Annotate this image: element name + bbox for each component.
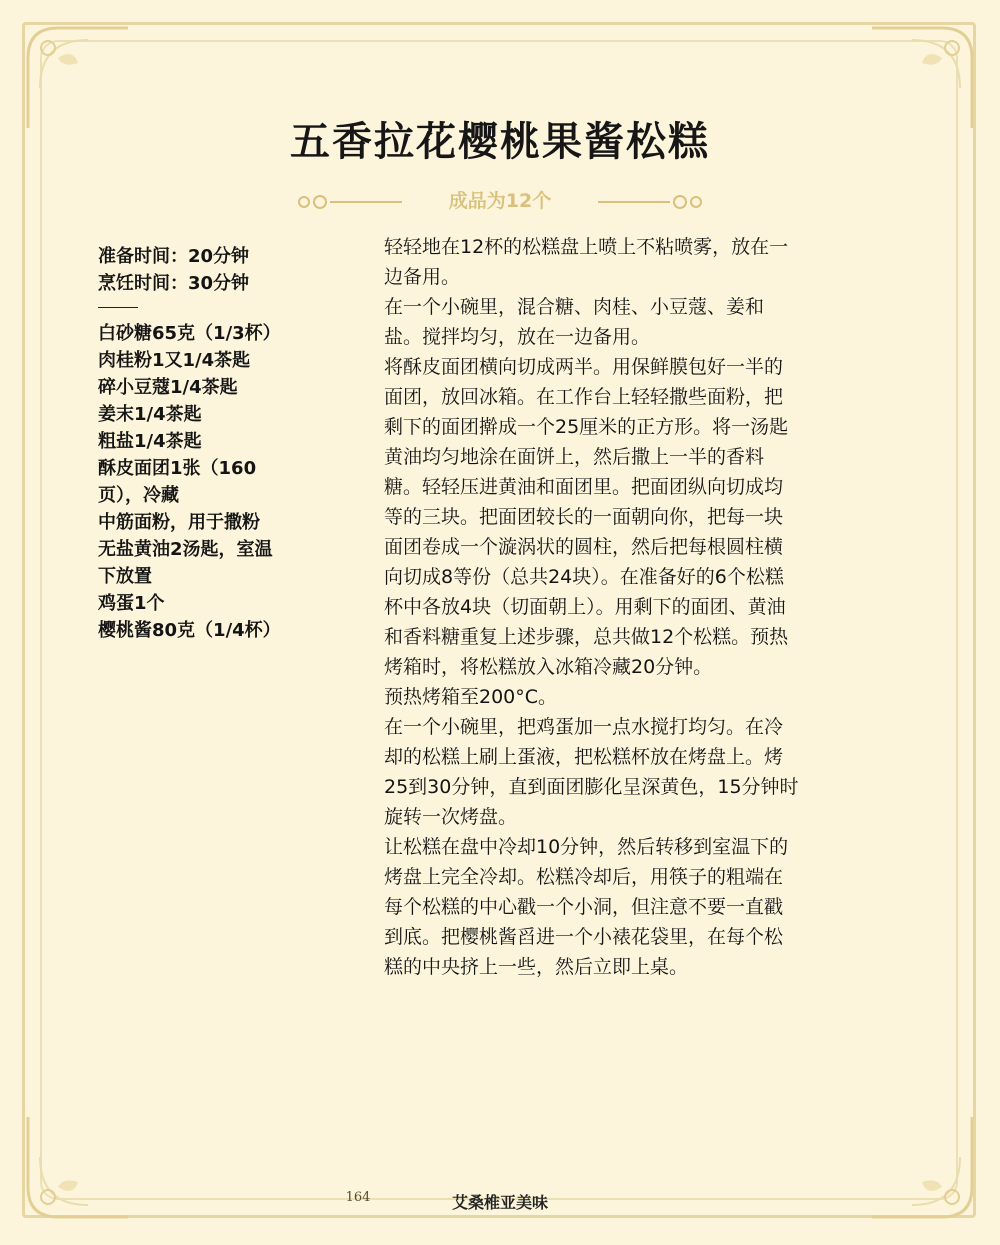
step-line: 预热烤箱至200°C。: [384, 686, 558, 708]
step-line: 边备用。: [384, 266, 461, 288]
step-line: 在一个小碗里，把鸡蛋加一点水搅打均匀。在冷: [384, 716, 784, 738]
step-line: 盐。搅拌均匀，放在一边备用。: [384, 326, 651, 348]
flourish-right-icon: [590, 192, 710, 212]
step-line: 剩下的面团擀成一个25厘米的正方形。将一汤匙: [384, 416, 789, 438]
step-line: 面团，放回冰箱。在工作台上轻轻撒些面粉，把: [384, 386, 784, 408]
ingredient-item: 页），冷藏: [98, 485, 179, 506]
ingredient-item: 碎小豆蔻1/4茶匙: [98, 377, 238, 398]
step-line: 在一个小碗里，混合糖、肉桂、小豆蔻、姜和: [384, 296, 765, 318]
step-paragraph: [384, 232, 904, 292]
ingredient-item: 肉桂粉1又1/4茶匙: [98, 350, 251, 371]
step-line: 每个松糕的中心戳一个小洞，但注意不要一直戳: [384, 896, 784, 918]
step-paragraph: [384, 832, 904, 982]
recipe-title: 五香拉花樱桃果酱松糕: [290, 118, 710, 165]
step-paragraph: [384, 352, 904, 682]
ingredient-item: 姜末1/4茶匙: [98, 404, 202, 425]
step-line: 等的三块。把面团较长的一面朝向你，把每一块: [384, 506, 784, 528]
divider: [98, 307, 138, 308]
page-footer: [0, 1190, 1000, 1214]
ingredient-item: 酥皮面团1张（160: [98, 458, 257, 479]
ingredient-item: 中筋面粉，用于撒粉: [98, 512, 260, 533]
step-paragraph: [384, 682, 904, 712]
book-name: 艾桑椎亚美味: [451, 1193, 548, 1212]
step-line: 烤盘上完全冷却。松糕冷却后，用筷子的粗端在: [384, 866, 784, 888]
step-line: 烤箱时，将松糕放入冰箱冷藏20分钟。: [384, 656, 713, 678]
step-line: 向切成8等份（总共24块）。在准备好的6个松糕: [384, 566, 784, 588]
ingredient-item: 粗盐1/4茶匙: [98, 431, 202, 452]
step-line: 轻轻地在12杯的松糕盘上喷上不粘喷雾，放在一: [384, 236, 789, 258]
step-line: 让松糕在盘中冷却10分钟，然后转移到室温下的: [384, 836, 789, 858]
step-line: 旋转一次烤盘。: [384, 806, 518, 828]
step-line: 糖。轻轻压进黄油和面团里。把面团纵向切成均: [384, 476, 784, 498]
ingredient-item: 下放置: [98, 566, 152, 587]
ingredient-item: 樱桃酱80克（1/4杯）: [98, 620, 281, 641]
step-line: 面团卷成一个漩涡状的圆柱，然后把每根圆柱横: [384, 536, 784, 558]
step-line: 到底。把樱桃酱舀进一个小裱花袋里，在每个松: [384, 926, 784, 948]
ingredient-item: 鸡蛋1个: [98, 593, 165, 614]
ingredient-item: 白砂糖65克（1/3杯）: [98, 323, 281, 344]
ingredient-item: 无盐黄油2汤匙，室温: [98, 539, 273, 560]
step-line: 却的松糕上刷上蛋液，把松糕杯放在烤盘上。烤: [384, 746, 784, 768]
method-column: [384, 232, 904, 982]
step-paragraph: [384, 292, 904, 352]
step-line: 25到30分钟，直到面团膨化呈深黄色，15分钟时: [384, 776, 799, 798]
step-line: 和香料糖重复上述步骤，总共做12个松糕。预热: [384, 626, 789, 648]
yield-row: [290, 186, 710, 216]
cook-time: 烹饪时间：30分钟: [98, 273, 250, 294]
yield-text: 成品为12个: [448, 190, 552, 212]
step-line: 将酥皮面团横向切成两半。用保鲜膜包好一半的: [384, 356, 784, 378]
prep-time: 准备时间：20分钟: [98, 246, 250, 267]
step-paragraph: [384, 712, 904, 832]
page-number: 164: [345, 1190, 371, 1205]
ingredients-column: [98, 243, 338, 644]
step-line: 黄油均匀地涂在面饼上，然后撒上一半的香料: [384, 446, 765, 468]
step-line: 杯中各放4块（切面朝上）。用剩下的面团、黄油: [384, 596, 786, 618]
step-line: 糕的中央挤上一些，然后立即上桌。: [384, 956, 689, 978]
